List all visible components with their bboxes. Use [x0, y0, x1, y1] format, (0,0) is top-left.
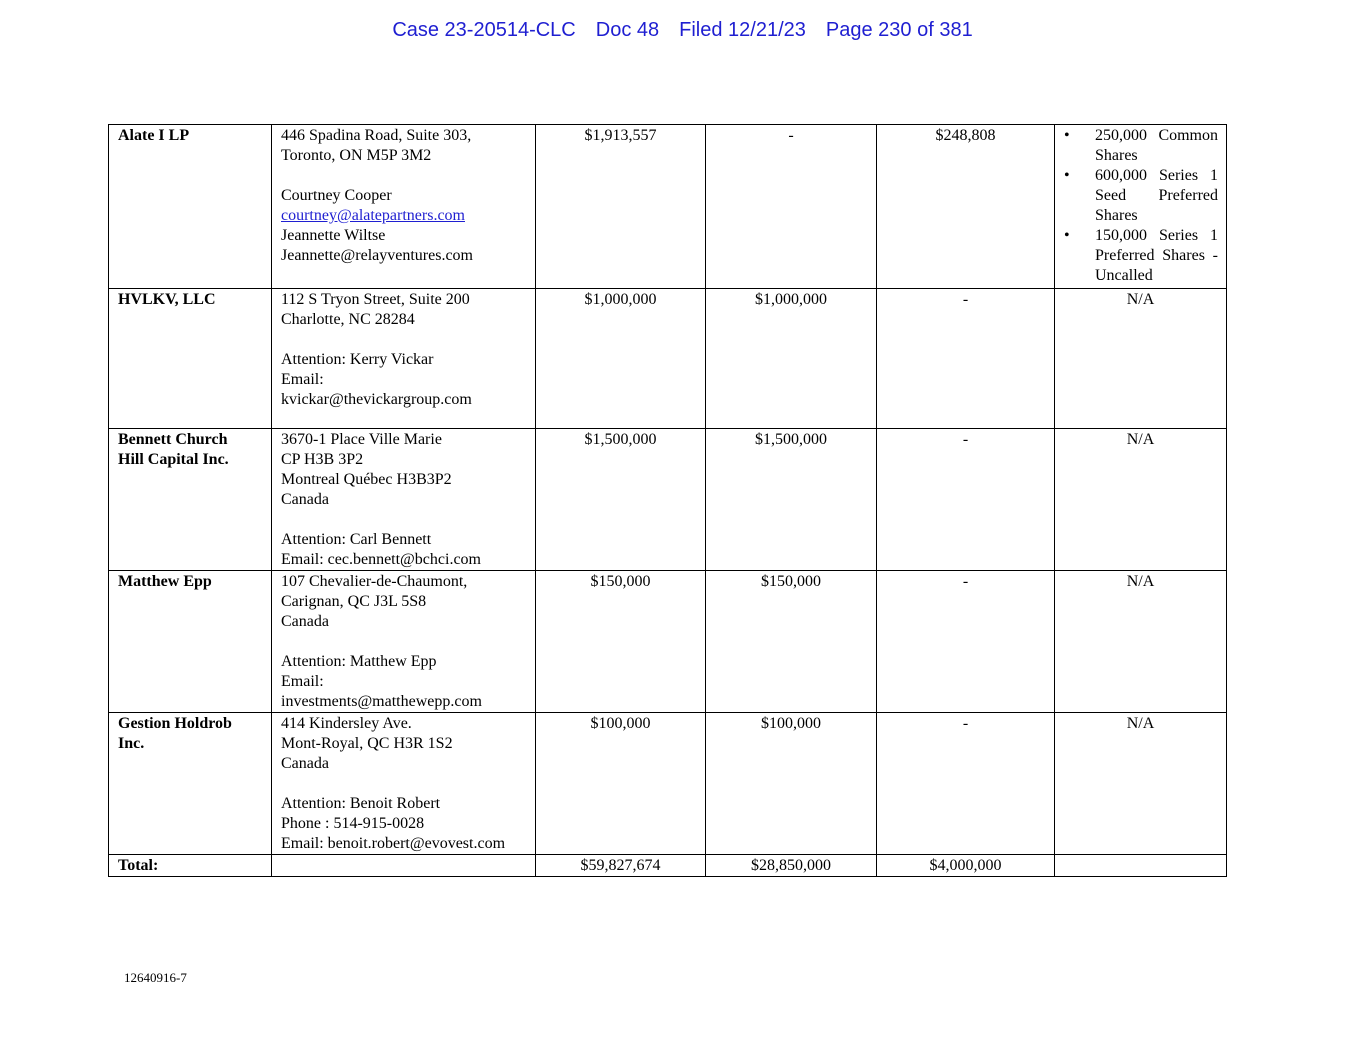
investor-name [109, 713, 272, 855]
name-line: Alate I LP [118, 127, 190, 144]
name-line: HVLKV, LLC [118, 291, 216, 308]
investor-address [272, 429, 536, 571]
address-line: Charlotte, NC 28284 [281, 311, 415, 328]
investor-name [109, 125, 272, 289]
table-row [109, 289, 1227, 429]
amount-col5: - [877, 429, 1055, 571]
page-number: Page 230 of 381 [825, 19, 973, 41]
investor-address [272, 289, 536, 429]
total-address-empty [272, 855, 536, 877]
share-text-end: Shares [1095, 147, 1138, 164]
amount-col4: - [706, 125, 877, 289]
name-line: Gestion Holdrob [118, 715, 232, 732]
amount-col3: $150,000 [536, 571, 706, 713]
address-line: Canada [281, 491, 329, 508]
address-line: 107 Chevalier-de-Chaumont, [281, 573, 468, 590]
investor-name [109, 429, 272, 571]
email-link[interactable]: courtney@alatepartners.com [281, 207, 465, 224]
address-line: Attention: Carl Bennett [281, 531, 432, 548]
blank-line [281, 510, 527, 530]
amount-col4: $150,000 [706, 571, 877, 713]
address-line: Jeannette@relayventures.com [281, 247, 473, 264]
share-text: 150,000 Series 1 Preferred Shares - [1095, 227, 1218, 264]
amount-col5: - [877, 713, 1055, 855]
share-text-end: Shares [1095, 207, 1138, 224]
address-line: Email: cec.bennett@bchci.com [281, 551, 481, 568]
amount-col3: $1,500,000 [536, 429, 706, 571]
shares-cell: N/A [1055, 429, 1227, 571]
shares-cell: N/A [1055, 571, 1227, 713]
address-line: 112 S Tryon Street, Suite 200 [281, 291, 470, 308]
address-line: Montreal Québec H3B3P2 [281, 471, 452, 488]
total-col4: $28,850,000 [706, 855, 877, 877]
amount-col5: - [877, 571, 1055, 713]
list-item [1064, 226, 1218, 286]
amount-col5: $248,808 [877, 125, 1055, 289]
shares-cell: N/A [1055, 289, 1227, 429]
table-row [109, 125, 1227, 289]
address-line: Canada [281, 613, 329, 630]
total-col3: $59,827,674 [536, 855, 706, 877]
amount-col4: $1,000,000 [706, 289, 877, 429]
share-text: 600,000 Series 1 Seed Preferred [1095, 167, 1218, 204]
table-row [109, 429, 1227, 571]
investor-name [109, 571, 272, 713]
address-line: kvickar@thevickargroup.com [281, 391, 472, 408]
blank-line [281, 330, 527, 350]
investor-table [108, 124, 1227, 877]
name-line: Inc. [118, 735, 145, 752]
document-id: 12640916-7 [124, 970, 187, 985]
name-line: Matthew Epp [118, 573, 212, 590]
address-line: Attention: Matthew Epp [281, 653, 437, 670]
name-line: Hill Capital Inc. [118, 451, 229, 468]
amount-col4: $100,000 [706, 713, 877, 855]
address-line: 3670-1 Place Ville Marie [281, 431, 442, 448]
table-row [109, 713, 1227, 855]
address-line: 446 Spadina Road, Suite 303, [281, 127, 472, 144]
address-line: Email: benoit.robert@evovest.com [281, 835, 506, 852]
investor-name [109, 289, 272, 429]
total-label: Total: [109, 855, 272, 877]
investor-address [272, 125, 536, 289]
address-line: Mont-Royal, QC H3R 1S2 [281, 735, 453, 752]
filed-date: Filed 12/21/23 [679, 19, 806, 41]
blank-line [281, 774, 527, 794]
investor-address [272, 571, 536, 713]
address-line: Phone : 514-915-0028 [281, 815, 425, 832]
shares-list [1064, 126, 1218, 286]
address-line: Attention: Kerry Vickar [281, 351, 434, 368]
share-text-end: Uncalled [1095, 267, 1153, 284]
address-line: Email: [281, 673, 324, 690]
shares-cell [1055, 125, 1227, 289]
address-line: Jeannette Wiltse [281, 227, 386, 244]
name-line: Bennett Church [118, 431, 228, 448]
total-col5: $4,000,000 [877, 855, 1055, 877]
case-number: Case 23-20514-CLC [392, 19, 576, 41]
address-line: Toronto, ON M5P 3M2 [281, 147, 432, 164]
amount-col3: $1,000,000 [536, 289, 706, 429]
total-col6-empty [1055, 855, 1227, 877]
address-line: investments@matthewepp.com [281, 693, 482, 710]
address-line: Carignan, QC J3L 5S8 [281, 593, 427, 610]
blank-line [281, 166, 527, 186]
list-item [1064, 126, 1218, 166]
address-line: CP H3B 3P2 [281, 451, 364, 468]
amount-col5: - [877, 289, 1055, 429]
address-line: Email: [281, 371, 324, 388]
doc-number: Doc 48 [595, 19, 660, 41]
address-line: Courtney Cooper [281, 187, 392, 204]
address-line: 414 Kindersley Ave. [281, 715, 412, 732]
amount-col3: $100,000 [536, 713, 706, 855]
address-line: Attention: Benoit Robert [281, 795, 441, 812]
shares-cell: N/A [1055, 713, 1227, 855]
table-row [109, 571, 1227, 713]
amount-col4: $1,500,000 [706, 429, 877, 571]
share-text: 250,000 Common [1095, 127, 1218, 144]
address-line: Canada [281, 755, 329, 772]
blank-line [281, 632, 527, 652]
list-item [1064, 166, 1218, 226]
investor-address [272, 713, 536, 855]
amount-col3: $1,913,557 [536, 125, 706, 289]
total-row [109, 855, 1227, 877]
page-header [0, 19, 1365, 42]
